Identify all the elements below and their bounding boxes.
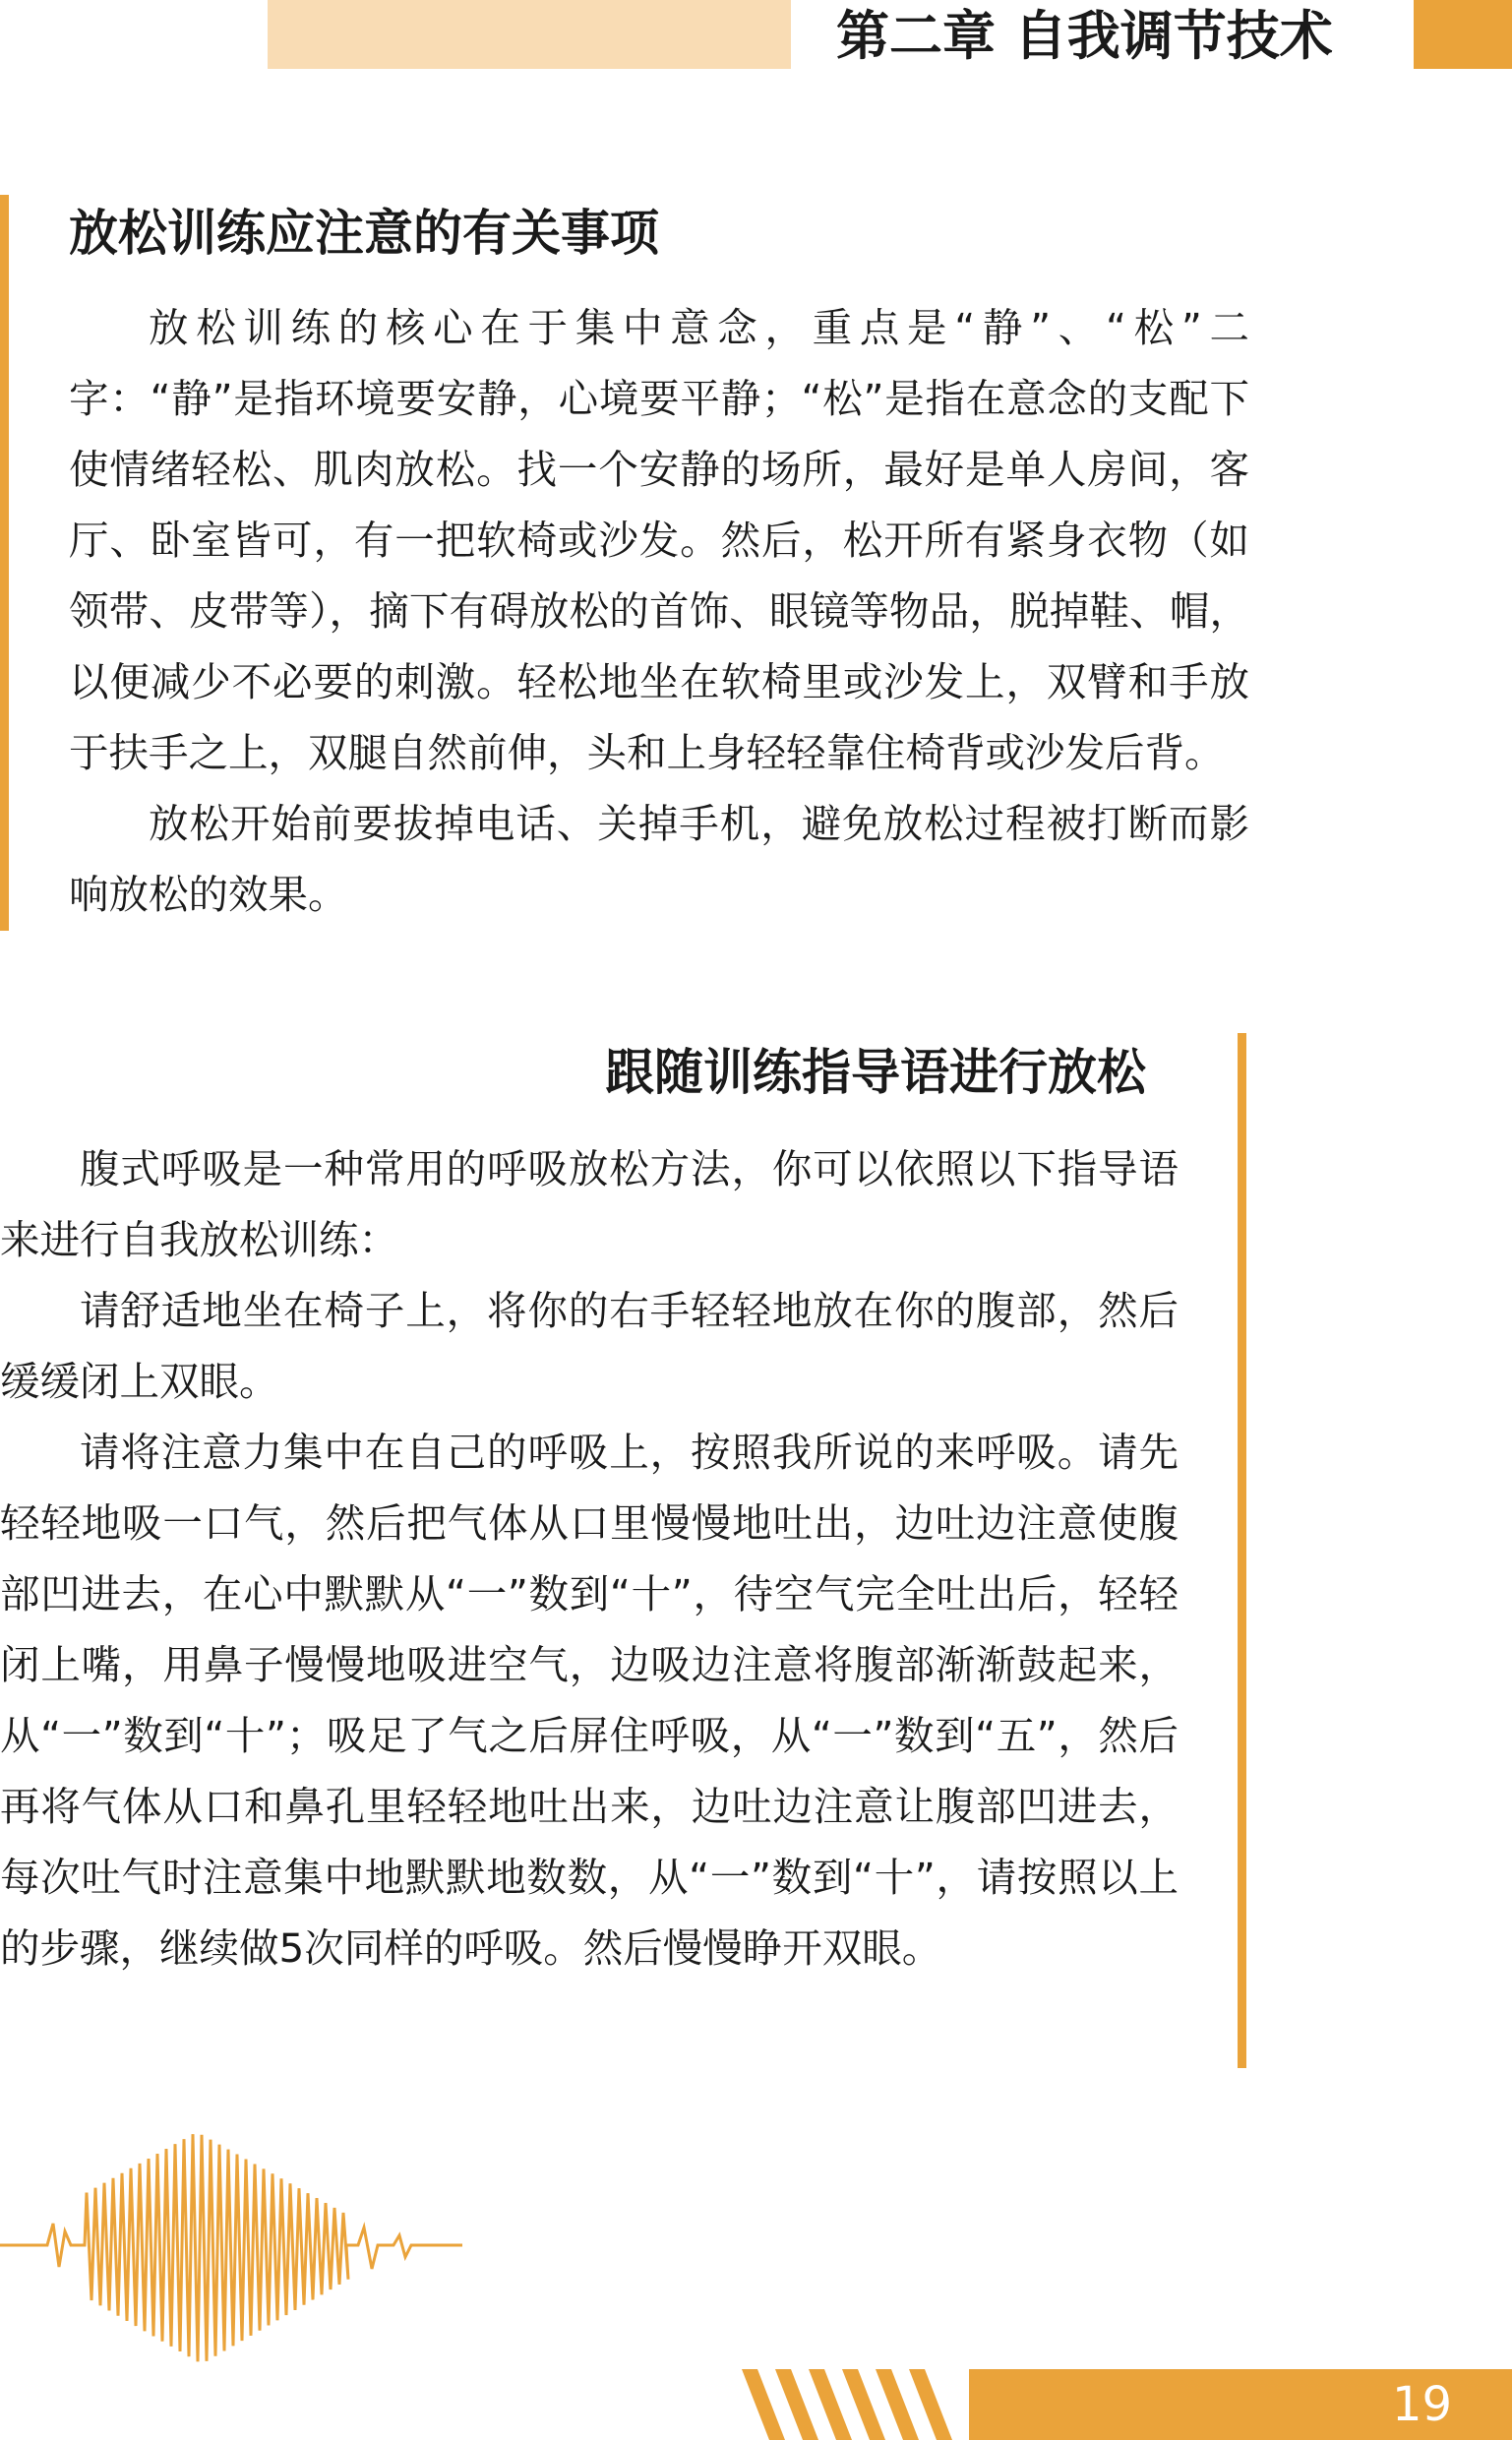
section2-paragraph: 请将注意力集中在自己的呼吸上，按照我所说的来呼吸。请先轻轻地吸一口气，然后把气体从口里慢慢地吐出，边吐边注意使腹部凹进去，在心中默默从“一”数到“十”，待空气完全吐出后，轻轻闭上嘴，用鼻子慢慢地吸进空气，边吸边注意将腹部渐渐鼓起来，从“一”数到“十”；吸足了气之后屏住呼吸，从“一”数到“五”，然后再将气体从口和鼻孔里轻轻地吐出来，边吐边注意让腹部凹进去，每次吐气时注意集中地默默地数数，从“一”数到“十”，请按照以上的步骤，继续做5次同样的呼吸。然后慢慢睁开双眼。 bbox=[0, 1429, 1179, 1972]
header-accent-bar-light bbox=[268, 0, 791, 69]
section2-accent-line bbox=[1238, 1033, 1246, 2068]
section2-heading: 跟随训练指导语进行放松 bbox=[605, 1044, 1146, 1101]
page-number: 19 bbox=[1392, 2377, 1453, 2432]
section2-body bbox=[0, 1133, 1179, 1983]
section2-paragraph: 腹式呼吸是一种常用的呼吸放松方法，你可以依照以下指导语来进行自我放松训练： bbox=[0, 1145, 1179, 1263]
chapter-title: 第二章 自我调节技术 bbox=[836, 5, 1333, 67]
header-accent-bar bbox=[1414, 0, 1512, 69]
section1-paragraph: 放松开始前要拔掉电话、关掉手机，避免放松过程被打断而影响放松的效果。 bbox=[69, 800, 1249, 918]
section1-accent-line bbox=[0, 195, 9, 931]
heartbeat-wave-icon bbox=[0, 2120, 472, 2396]
section1-body bbox=[69, 292, 1249, 930]
section1-heading: 放松训练应注意的有关事项 bbox=[69, 205, 659, 262]
section2-paragraph: 请舒适地坐在椅子上，将你的右手轻轻地放在你的腹部，然后缓缓闭上双眼。 bbox=[0, 1287, 1179, 1405]
section1-paragraph: 放松训练的核心在于集中意念，重点是“静”、“松”二字：“静”是指环境要安静，心境要平静；“松”是指在意念的支配下使情绪轻松、肌肉放松。找一个安静的场所，最好是单人房间，客厅、卧室皆可，有一把软椅或沙发。然后，松开所有紧身衣物（如领带、皮带等），摘下有碍放松的首饰、眼镜等物品，脱掉鞋、帽，以便减少不必要的刺激。轻松地坐在软椅里或沙发上，双臂和手放于扶手之上，双腿自然前伸，头和上身轻轻靠住椅背或沙发后背。 bbox=[69, 304, 1249, 776]
